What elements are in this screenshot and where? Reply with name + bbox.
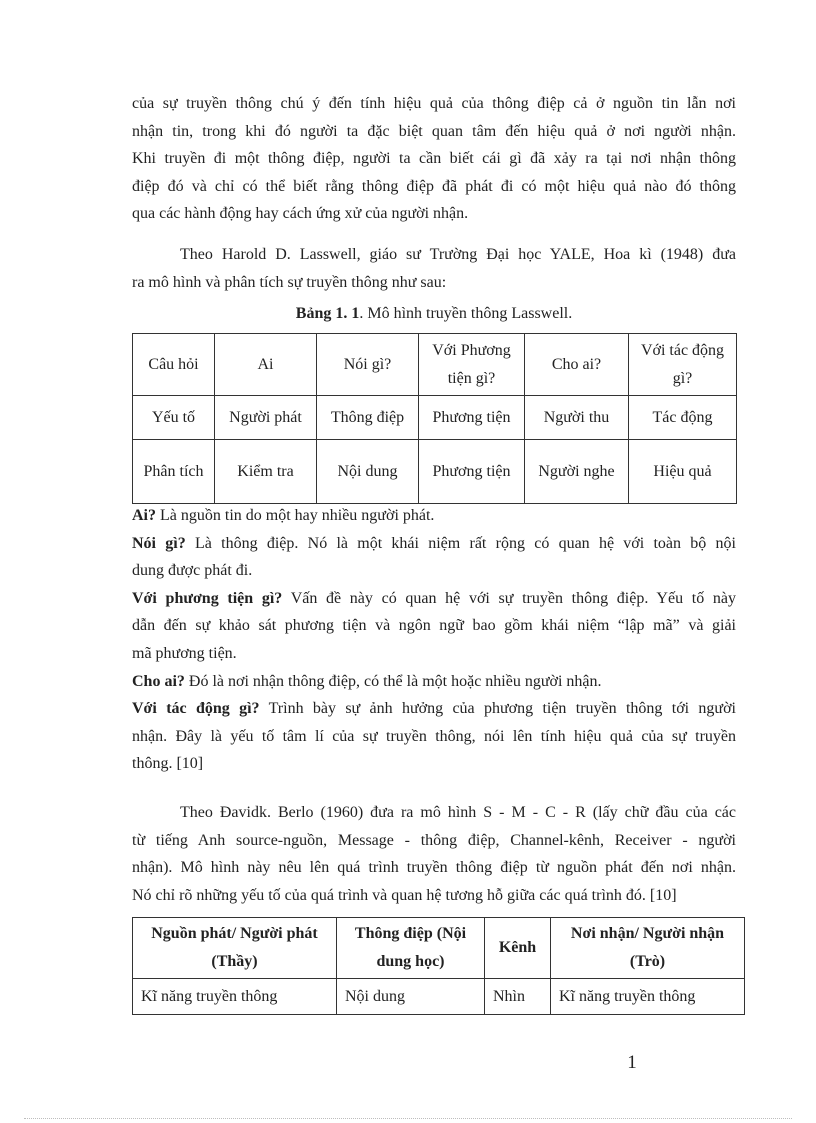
table-cell: Nhìn [485, 979, 551, 1015]
table-cell: Người thu [525, 396, 629, 440]
header-cell: Nơi nhận/ Người nhận (Trò) [551, 918, 745, 979]
definition-text-line: thông. [10] [132, 755, 204, 773]
smcr-table [132, 917, 745, 1015]
table-cell: Kĩ năng truyền thông [551, 979, 745, 1015]
definition-text-line: dẫn đến sự khảo sát phương tiện và ngôn ngữ bao gồm khái niệm “lập mã” và giải [132, 617, 736, 635]
paragraph-line: từ tiếng Anh source-nguồn, Message - thông điệp, Channel-kênh, Receiver - người [132, 831, 736, 849]
definition-cho-ai [132, 668, 736, 696]
table-cell: Phân tích [133, 440, 215, 504]
paragraph-1 [132, 90, 736, 228]
paragraph-berlo [132, 799, 736, 909]
table-cell: Với tác động gì? [629, 334, 737, 396]
definition-tac-dong [132, 695, 736, 723]
paragraph-line: qua các hành động hay cách ứng xử của người nhận. [132, 205, 469, 223]
definition-term: Cho ai? [132, 672, 185, 690]
definition-noi-gi [132, 530, 736, 558]
definition-ai [132, 502, 736, 530]
header-cell: Thông điệp (Nội dung học) [337, 918, 485, 979]
table-cell: Phương tiện [419, 440, 525, 504]
paragraph-line: Theo Đavidk. Berlo (1960) đưa ra mô hình S - M - C - R (lấy chữ đầu của các [180, 804, 736, 821]
table-cell: Nói gì? [317, 334, 419, 396]
table-row [133, 396, 737, 440]
table-header-row [133, 918, 745, 979]
table-row [133, 334, 737, 396]
table-cell: Phương tiện [419, 396, 525, 440]
caption-text: . Mô hình truyền thông Lasswell. [359, 305, 573, 322]
definition-term: Với tác động gì? [132, 700, 260, 718]
definition-term: Nói gì? [132, 534, 186, 552]
page-number: 1 [627, 1052, 637, 1073]
definition-text-line: mã phương tiện. [132, 644, 237, 662]
table-cell: Tác động [629, 396, 737, 440]
paragraph-line: điệp đó và chỉ có thể biết rằng thông điệp đã phát đi có một hiệu quả nào đó thông [132, 177, 736, 195]
caption-label: Bảng 1. 1 [295, 305, 360, 322]
definition-phuong-tien [132, 585, 736, 613]
table-row [133, 979, 745, 1015]
table-cell: Người phát [215, 396, 317, 440]
table-cell: Yếu tố [133, 396, 215, 440]
paragraph-line: Khi truyền đi một thông điệp, người ta cần biết cái gì đã xảy ra tại nơi nhận thông [132, 150, 736, 168]
table-cell: Nội dung [337, 979, 485, 1015]
table-cell: Kiểm tra [215, 440, 317, 504]
definition-text: Là thông điệp. Nó là một khái niệm rất rộng có quan hệ với toàn bộ nội [194, 534, 736, 552]
definition-text: Đó là nơi nhận thông điệp, có thể là một hoặc nhiều người nhận. [188, 672, 602, 690]
definitions-list [132, 502, 736, 778]
paragraph-line: nhận tin, trong khi đó người ta đặc biệt quan tâm đến hiệu quả ở nơi người nhận. [132, 122, 736, 140]
definition-text-line: nhận. Đây là yếu tố tâm lí của sự truyền thông, nói lên tính hiệu quả của sự truyền [132, 727, 736, 745]
definition-text-line: dung được phát đi. [132, 562, 253, 580]
definition-term: Với phương tiện gì? [132, 589, 283, 607]
paragraph-line: Nó chỉ rõ những yếu tố của quá trình và quan hệ tương hỗ giữa các quá trình đó. [10] [132, 886, 677, 904]
table-cell: Hiệu quả [629, 440, 737, 504]
lasswell-table [132, 333, 737, 504]
paragraph-line: Theo Harold D. Lasswell, giáo sư Trường Đại học YALE, Hoa kì (1948) đưa [180, 246, 736, 263]
paragraph-line: nhận). Mô hình này nêu lên quá trình truyền thông điệp từ nguồn phát đến nơi nhận. [132, 859, 736, 877]
table-cell: Người nghe [525, 440, 629, 504]
table-row [133, 440, 737, 504]
paragraph-line: của sự truyền thông chú ý đến tính hiệu quả của thông điệp cả ở nguồn tin lẫn nơi [132, 95, 736, 112]
table-cell: Câu hỏi [133, 334, 215, 396]
table-cell: Ai [215, 334, 317, 396]
definition-text: Trình bày sự ảnh hưởng của phương tiện truyền thông tới người [268, 700, 737, 718]
page-bottom-divider [24, 1118, 792, 1119]
header-cell: Kênh [485, 918, 551, 979]
header-cell: Nguồn phát/ Người phát (Thầy) [133, 918, 337, 979]
definition-text: Vấn đề này có quan hệ với sự truyền thông điệp. Yếu tố này [290, 589, 736, 607]
table-cell: Với Phương tiện gì? [419, 334, 525, 396]
definition-term: Ai? [132, 507, 156, 524]
paragraph-line: ra mô hình và phân tích sự truyền thông như sau: [132, 273, 447, 291]
table-cell: Cho ai? [525, 334, 629, 396]
paragraph-lasswell [132, 241, 736, 296]
table-cell: Nội dung [317, 440, 419, 504]
table-cell: Thông điệp [317, 396, 419, 440]
table-cell: Kĩ năng truyền thông [133, 979, 337, 1015]
definition-text: Là nguồn tin do một hay nhiều người phát. [160, 507, 435, 524]
table-caption [132, 302, 736, 326]
